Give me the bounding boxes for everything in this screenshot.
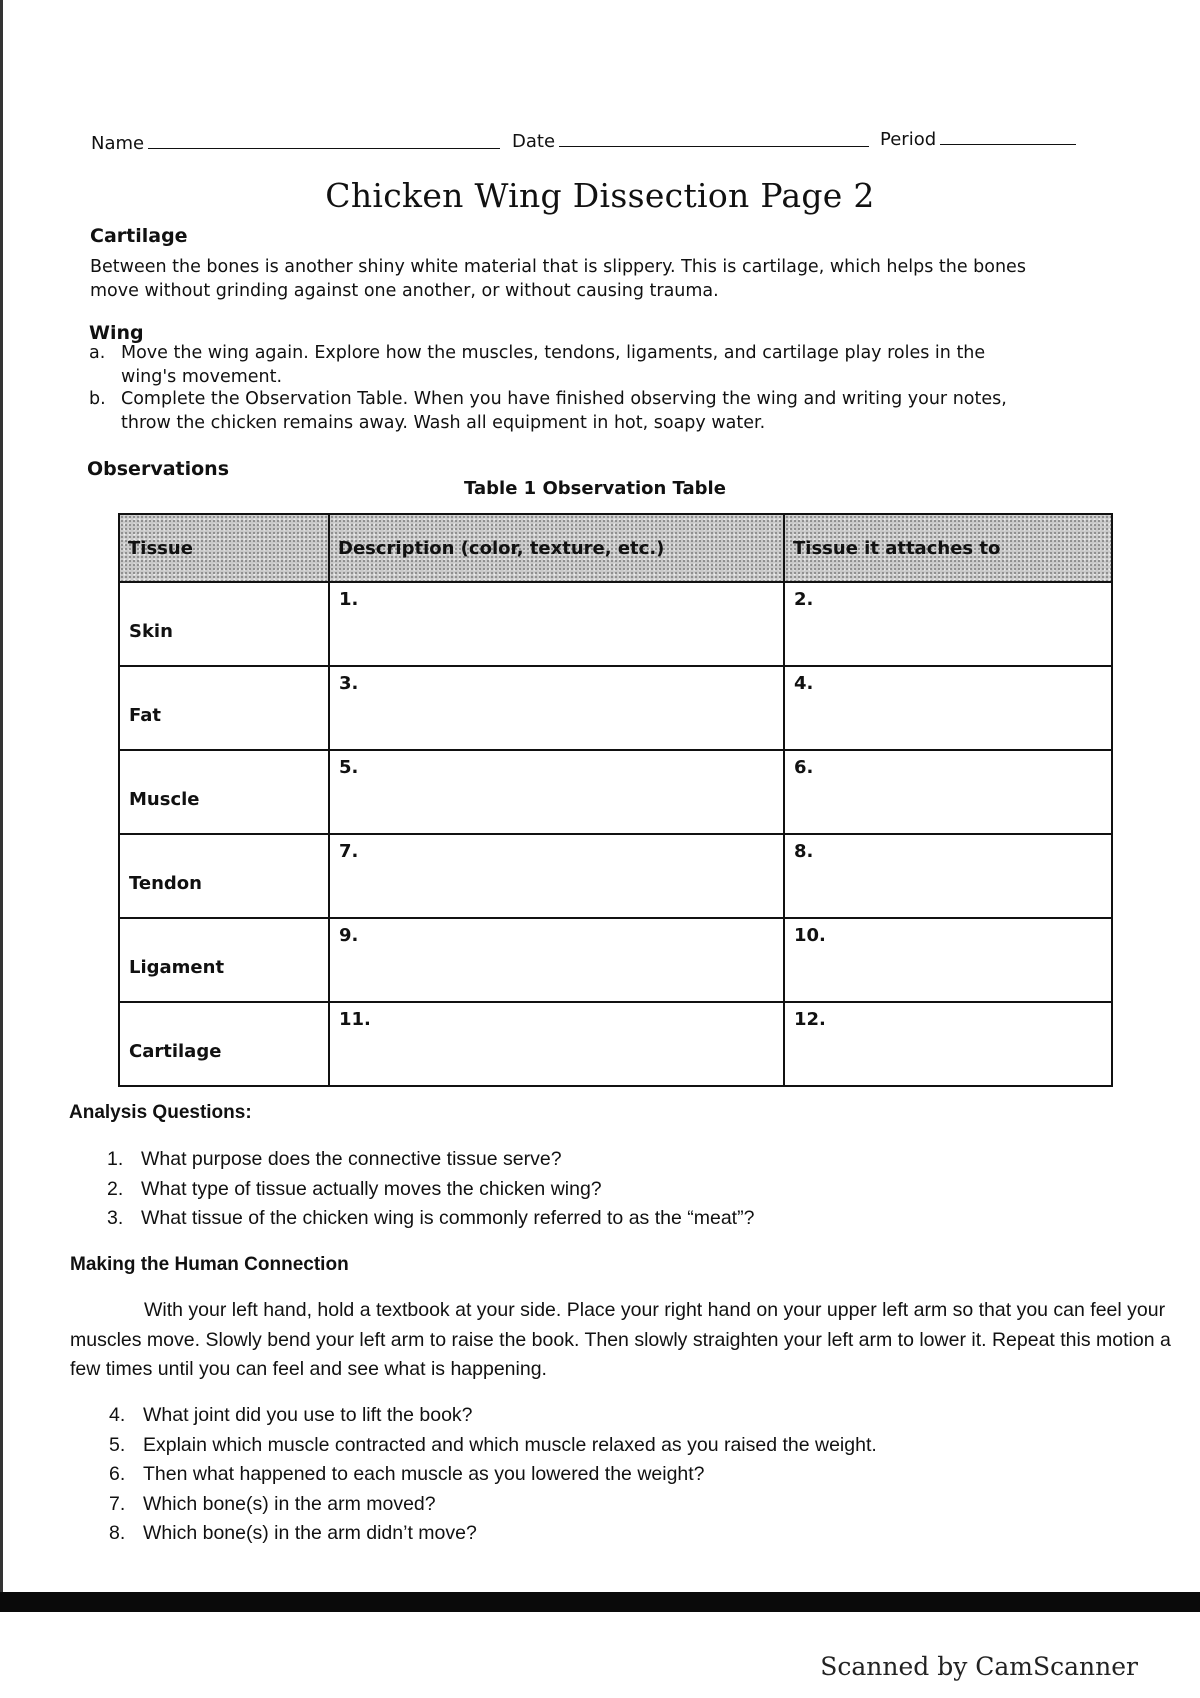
list-item xyxy=(107,1207,754,1237)
observations-heading: Observations xyxy=(87,458,230,480)
wing-item-a-line-1: Move the wing again. Explore how the muscles, tendons, ligaments, and cartilage play roles in the xyxy=(121,343,986,363)
camscanner-watermark: Scanned by CamScanner xyxy=(820,1652,1138,1681)
period-field xyxy=(880,129,1076,150)
list-item xyxy=(107,1178,754,1208)
question-number: 3. xyxy=(107,1207,124,1229)
human-connection-paragraph: With your left hand, hold a textbook at your side. Place your right hand on your upper left arm so that you can feel your muscles move. Slowly bend your left arm to raise the book. Then slowly straighten your left arm to lower it. Repeat this motion a few times until you can feel and see what is happening. xyxy=(70,1299,1171,1380)
description-cell[interactable]: 5. xyxy=(329,750,784,834)
attaches-to-cell[interactable]: 2. xyxy=(784,582,1112,666)
page-title: Chicken Wing Dissection Page 2 xyxy=(325,176,875,215)
column-header-description: Description (color, texture, etc.) xyxy=(329,514,784,582)
question-number: 6. xyxy=(109,1463,126,1485)
question-number: 2. xyxy=(107,1177,124,1200)
observation-table xyxy=(118,513,1113,1087)
tissue-cell: Tendon xyxy=(119,834,329,918)
attaches-to-cell[interactable]: 4. xyxy=(784,666,1112,750)
name-label: Name xyxy=(91,133,145,154)
question-text: Which bone(s) in the arm didn’t move? xyxy=(143,1522,477,1544)
tissue-cell: Ligament xyxy=(119,918,329,1002)
attaches-to-cell[interactable]: 10. xyxy=(784,918,1112,1002)
cartilage-line-2: move without grinding against one another, or without causing trauma. xyxy=(90,281,719,301)
question-number: 5. xyxy=(109,1433,126,1456)
column-header-tissue: Tissue xyxy=(119,514,329,582)
name-field xyxy=(91,133,500,154)
attaches-to-cell[interactable]: 6. xyxy=(784,750,1112,834)
wing-item-b-letter: b. xyxy=(89,389,106,409)
question-text: Then what happened to each muscle as you lowered the weight? xyxy=(143,1463,705,1485)
list-item xyxy=(109,1434,877,1464)
date-label: Date xyxy=(512,131,556,152)
tissue-cell: Fat xyxy=(119,666,329,750)
list-item xyxy=(109,1522,877,1552)
analysis-heading: Analysis Questions: xyxy=(69,1102,252,1123)
question-number: 4. xyxy=(109,1404,126,1426)
question-text: What purpose does the connective tissue serve? xyxy=(141,1148,562,1170)
table-caption: Table 1 Observation Table xyxy=(464,478,726,499)
wing-item-b-line-1: Complete the Observation Table. When you have finished observing the wing and writing your notes, xyxy=(121,389,1007,409)
question-number: 7. xyxy=(109,1492,126,1515)
wing-heading: Wing xyxy=(89,322,144,344)
table-row xyxy=(119,834,1112,918)
period-blank[interactable] xyxy=(940,130,1076,145)
table-row xyxy=(119,582,1112,666)
description-cell[interactable]: 11. xyxy=(329,1002,784,1086)
description-cell[interactable]: 7. xyxy=(329,834,784,918)
attaches-to-cell[interactable]: 12. xyxy=(784,1002,1112,1086)
description-cell[interactable]: 3. xyxy=(329,666,784,750)
question-text: What joint did you use to lift the book? xyxy=(143,1404,473,1426)
attaches-to-cell[interactable]: 8. xyxy=(784,834,1112,918)
column-header-attaches-to: Tissue it attaches to xyxy=(784,514,1112,582)
table-row xyxy=(119,1002,1112,1086)
description-cell[interactable]: 9. xyxy=(329,918,784,1002)
name-blank[interactable] xyxy=(148,134,500,149)
question-number: 1. xyxy=(107,1148,124,1170)
question-text: Explain which muscle contracted and which muscle relaxed as you raised the weight. xyxy=(143,1433,877,1456)
cartilage-line-1: Between the bones is another shiny white material that is slippery. This is cartilage, which helps the bones xyxy=(90,257,1026,277)
wing-item-a-letter: a. xyxy=(89,343,106,363)
list-item xyxy=(107,1148,754,1178)
description-cell[interactable]: 1. xyxy=(329,582,784,666)
question-number: 8. xyxy=(109,1522,126,1544)
tissue-cell: Skin xyxy=(119,582,329,666)
list-item xyxy=(109,1463,877,1493)
list-item xyxy=(109,1404,877,1434)
scan-left-edge xyxy=(0,0,3,1600)
wing-item-a-line-2: wing's movement. xyxy=(121,367,283,387)
table-row xyxy=(119,918,1112,1002)
question-text: Which bone(s) in the arm moved? xyxy=(143,1492,436,1515)
question-text: What type of tissue actually moves the chicken wing? xyxy=(141,1177,602,1200)
table-row xyxy=(119,750,1112,834)
human-connection-question-list xyxy=(109,1404,877,1552)
cartilage-heading: Cartilage xyxy=(90,225,188,247)
period-label: Period xyxy=(880,129,937,150)
table-row xyxy=(119,666,1112,750)
date-blank[interactable] xyxy=(559,132,869,147)
tissue-cell: Cartilage xyxy=(119,1002,329,1086)
scan-edge-bar xyxy=(0,1592,1200,1612)
human-connection-heading: Making the Human Connection xyxy=(70,1254,349,1275)
wing-item-b-line-2: throw the chicken remains away. Wash all equipment in hot, soapy water. xyxy=(121,413,766,433)
analysis-question-list xyxy=(107,1148,754,1237)
question-text: What tissue of the chicken wing is commonly referred to as the “meat”? xyxy=(141,1207,755,1229)
list-item xyxy=(109,1493,877,1523)
date-field xyxy=(512,131,869,152)
tissue-cell: Muscle xyxy=(119,750,329,834)
table-header-row xyxy=(119,514,1112,582)
